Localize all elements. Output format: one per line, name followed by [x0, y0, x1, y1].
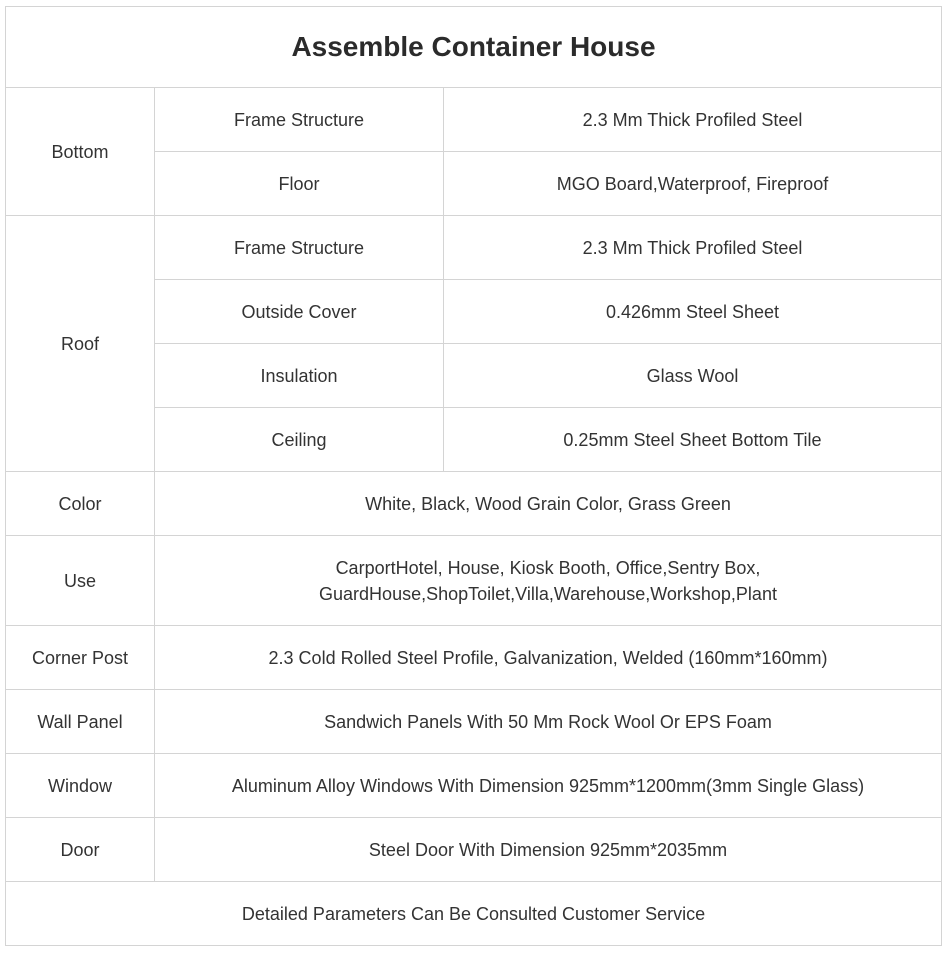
- table-row: [6, 626, 942, 690]
- table-row: [6, 88, 942, 152]
- spec-name: Floor: [155, 152, 444, 216]
- footer-row: [6, 882, 942, 946]
- spec-name: Ceiling: [155, 408, 444, 472]
- table-row: [6, 472, 942, 536]
- spec-value: 0.25mm Steel Sheet Bottom Tile: [444, 408, 942, 472]
- use-line-1: CarportHotel, House, Kiosk Booth, Office,Sentry Box,: [335, 557, 761, 578]
- spec-value: 2.3 Mm Thick Profiled Steel: [444, 216, 942, 280]
- spec-value-use: [155, 536, 942, 626]
- table-row: [6, 536, 942, 626]
- footer-note: Detailed Parameters Can Be Consulted Customer Service: [6, 882, 942, 946]
- spec-value: 0.426mm Steel Sheet: [444, 280, 942, 344]
- spec-value: Aluminum Alloy Windows With Dimension 925mm*1200mm(3mm Single Glass): [155, 754, 942, 818]
- section-label-corner-post: Corner Post: [6, 626, 155, 690]
- spec-value: 2.3 Cold Rolled Steel Profile, Galvanization, Welded (160mm*160mm): [155, 626, 942, 690]
- spec-value: MGO Board,Waterproof, Fireproof: [444, 152, 942, 216]
- section-label-use: Use: [6, 536, 155, 626]
- use-line-2: GuardHouse,ShopToilet,Villa,Warehouse,Workshop,Plant: [319, 583, 777, 604]
- spec-value: Steel Door With Dimension 925mm*2035mm: [155, 818, 942, 882]
- table-row: [6, 216, 942, 280]
- table-row: [6, 690, 942, 754]
- table-row: [6, 754, 942, 818]
- table-title: Assemble Container House: [6, 7, 942, 88]
- spec-name: Frame Structure: [155, 88, 444, 152]
- section-label-door: Door: [6, 818, 155, 882]
- spec-name: Frame Structure: [155, 216, 444, 280]
- section-label-wall-panel: Wall Panel: [6, 690, 155, 754]
- spec-name: Insulation: [155, 344, 444, 408]
- spec-value: White, Black, Wood Grain Color, Grass Green: [155, 472, 942, 536]
- title-row: [6, 7, 942, 88]
- section-label-roof: Roof: [6, 216, 155, 472]
- spec-table: [5, 6, 942, 946]
- spec-value: Sandwich Panels With 50 Mm Rock Wool Or EPS Foam: [155, 690, 942, 754]
- section-label-bottom: Bottom: [6, 88, 155, 216]
- spec-name: Outside Cover: [155, 280, 444, 344]
- spec-value: Glass Wool: [444, 344, 942, 408]
- section-label-window: Window: [6, 754, 155, 818]
- table-row: [6, 818, 942, 882]
- section-label-color: Color: [6, 472, 155, 536]
- spec-value: 2.3 Mm Thick Profiled Steel: [444, 88, 942, 152]
